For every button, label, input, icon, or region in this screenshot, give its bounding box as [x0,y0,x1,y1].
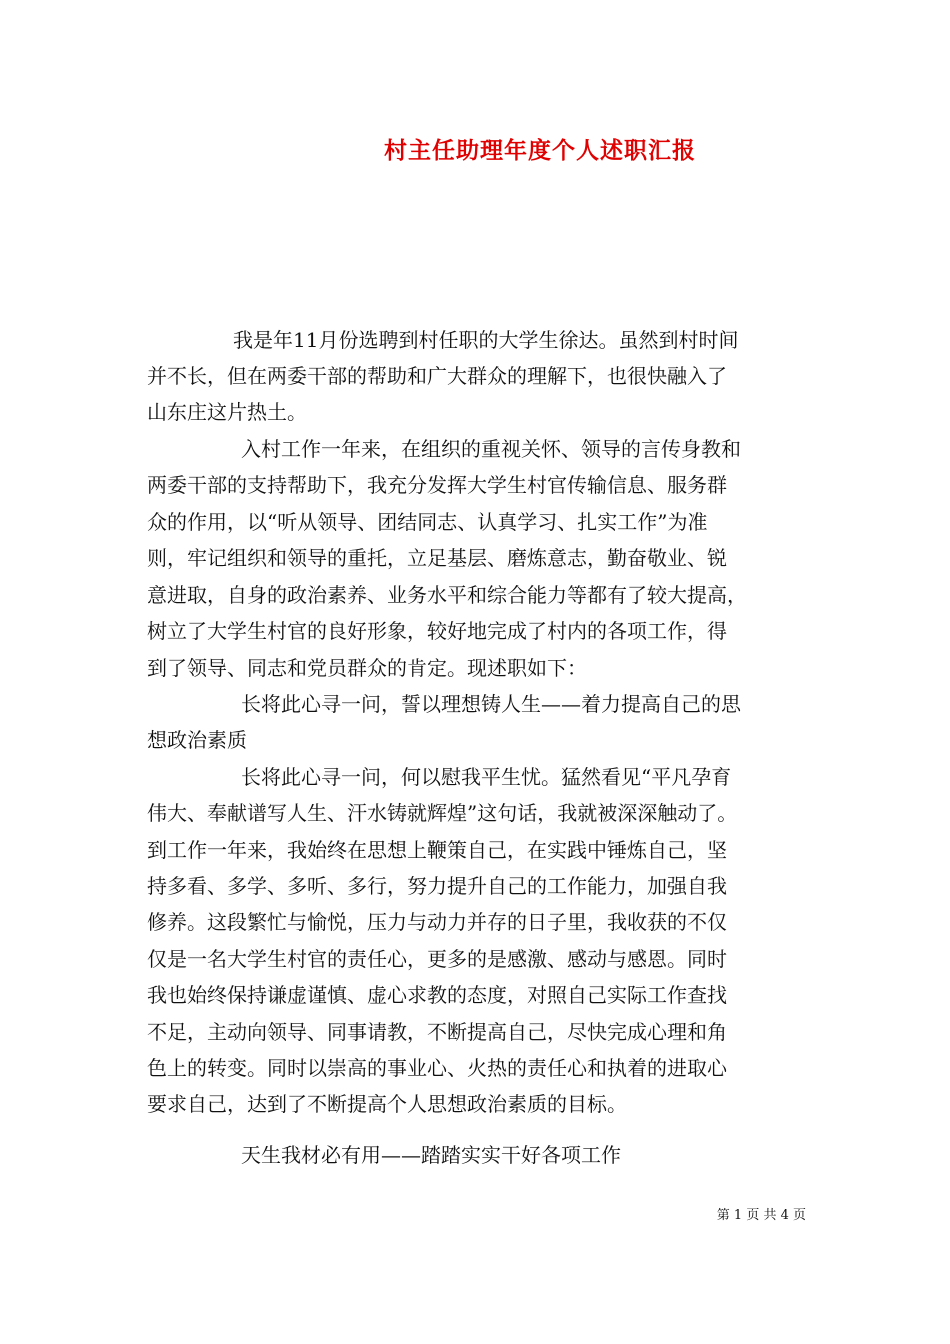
body-line: 到工作一年来，我始终在思想上鞭策自己，在实践中锤炼自己，坚 [147,838,727,862]
body-line: 两委干部的支持帮助下，我充分发挥大学生村官传输信息、服务群 [147,473,727,497]
body-line: 不足，主动向领导、同事请教，不断提高自己，尽快完成心理和角 [147,1020,727,1044]
body-line: 伟大、奉献谱写人生、汗水铸就辉煌”这句话，我就被深深触动了。 [147,801,738,825]
body-line: 想政治素质 [147,728,247,752]
body-line: 意进取，自身的政治素养、业务水平和综合能力等都有了较大提高， [147,583,747,607]
body-line: 长将此心寻一问，誓以理想铸人生——着力提高自己的思 [241,692,741,716]
body-line: 山东庄这片热土。 [147,400,307,424]
body-line: 众的作用，以“听从领导、团结同志、认真学习、扎实工作”为准 [147,510,708,534]
body-line: 要求自己，达到了不断提高个人思想政治素质的目标。 [147,1092,627,1116]
body-line: 则，牢记组织和领导的重托，立足基层、磨炼意志，勤奋敬业、锐 [147,546,727,570]
body-line: 到了领导、同志和党员群众的肯定。现述职如下： [147,656,587,680]
section-heading: 天生我材必有用——踏踏实实干好各项工作 [241,1143,621,1167]
body-line: 色上的转变。同时以崇高的事业心、火热的责任心和执着的进取心 [147,1056,727,1080]
page-number: 第 1 页 共 4 页 [716,1208,806,1223]
document-title: 村主任助理年度个人述职汇报 [384,137,696,164]
body-line: 入村工作一年来，在组织的重视关怀、领导的言传身教和 [241,437,741,461]
body-line: 仅是一名大学生村官的责任心，更多的是感激、感动与感恩。同时 [147,947,727,971]
body-line: 修养。这段繁忙与愉悦，压力与动力并存的日子里，我收获的不仅 [147,910,727,934]
body-line: 长将此心寻一问，何以慰我平生忧。猛然看见“平凡孕育 [241,765,732,789]
body-line: 我也始终保持谦虚谨慎、虚心求教的态度，对照自己实际工作查找 [147,983,727,1007]
body-line: 树立了大学生村官的良好形象，较好地完成了村内的各项工作，得 [147,619,727,643]
body-line: 我是年11月份选聘到村任职的大学生徐达。虽然到村时间 [233,328,739,352]
body-line: 持多看、多学、多听、多行，努力提升自己的工作能力，加强自我 [147,874,727,898]
body-line: 并不长，但在两委干部的帮助和广大群众的理解下，也很快融入了 [147,364,727,388]
